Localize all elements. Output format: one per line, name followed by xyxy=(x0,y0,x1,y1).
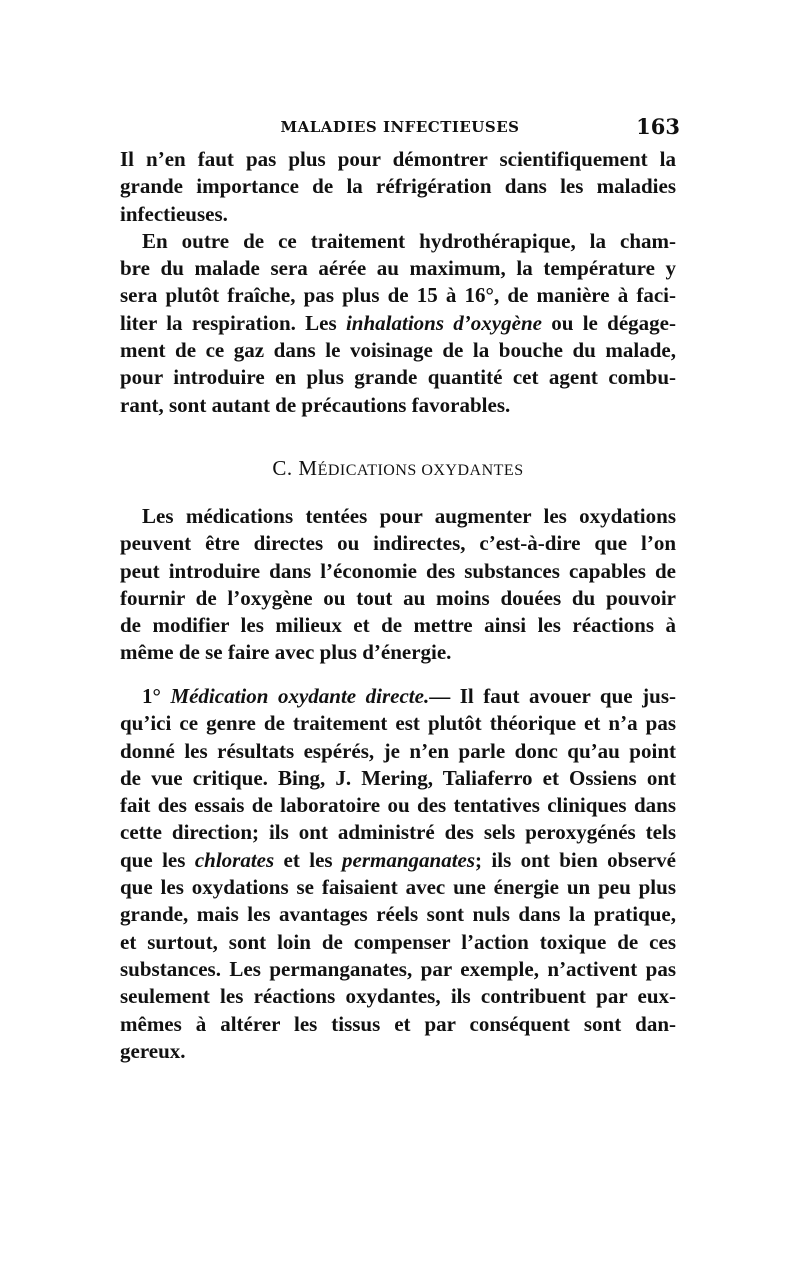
text-line: et surtout, sont loin de compenser l’action toxique de ces xyxy=(120,929,676,954)
text-line: cette direction; ils ont administré des sels peroxygénés tels xyxy=(120,820,676,845)
italic-term: permanganates xyxy=(342,847,476,872)
text-line xyxy=(120,310,676,337)
text-run: ; ils ont bien observé xyxy=(475,847,676,872)
text-line: Les médications tentées pour augmenter les oxydations xyxy=(142,504,676,528)
text-line: même de se faire avec plus d’énergie. xyxy=(120,640,452,665)
text-run: que les xyxy=(120,847,195,872)
text-line: donné les résultats espérés, je n’en parle donc qu’au point xyxy=(120,738,676,763)
text-line: seulement les réactions oxydantes, ils contribuent par eux- xyxy=(120,984,676,1009)
text-line: infectieuses. xyxy=(120,201,228,226)
text-line: que les oxydations se faisaient avec une énergie un peu plus xyxy=(120,875,676,900)
text-line: de modifier les milieux et de mettre ainsi les réactions à xyxy=(120,613,676,638)
running-head xyxy=(120,114,680,144)
text-line: fait des essais de laboratoire ou des tentatives cliniques dans xyxy=(120,793,676,818)
italic-term: Médication oxydante directe. xyxy=(170,684,430,708)
text-line: fournir de l’oxygène ou tout au moins douées du pouvoir xyxy=(120,585,676,610)
italic-term: chlorates xyxy=(194,847,275,872)
text-line: peut introduire dans l’économie des substances capables de xyxy=(120,558,676,583)
text-line: Il n’en faut pas plus pour démontrer scientifiquement la xyxy=(120,147,676,171)
text-run: — Il faut avouer que jus- xyxy=(429,684,676,708)
text-line: qu’ici ce genre de traitement est plutôt théorique et n’a pas xyxy=(120,711,676,736)
paragraph-block-2 xyxy=(120,503,676,667)
text-line: sera plutôt fraîche, pas plus de 15 à 16°, de manière à faci- xyxy=(120,283,676,308)
text-line: bre du malade sera aérée au maximum, la température y xyxy=(120,256,676,281)
page-number: 163 xyxy=(636,114,680,139)
text-line: grande importance de la réfrigération dans les maladies xyxy=(120,174,676,199)
text-line: rant, sont autant de précautions favorables. xyxy=(120,392,511,417)
text-line xyxy=(120,683,676,710)
text-line: grande, mais les avantages réels sont nuls dans la pratique, xyxy=(120,902,676,927)
text-line: gereux. xyxy=(120,1038,186,1063)
section-heading-prefix: C. M xyxy=(272,456,318,480)
paragraph-block-1 xyxy=(120,146,676,419)
text-line: de vue critique. Bing, J. Mering, Taliaferro et Ossiens ont xyxy=(120,765,676,790)
text-line: pour introduire en plus grande quantité cet agent combu- xyxy=(120,365,676,390)
text-line: substances. Les permanganates, par exemple, n’activent pas xyxy=(120,956,676,981)
text-line: En outre de ce traitement hydrothérapique, la cham- xyxy=(142,228,676,253)
text-run: liter la respiration. Les xyxy=(120,310,346,335)
text-run: 1° xyxy=(142,684,171,708)
text-line: mêmes à altérer les tissus et par conséquent sont dan- xyxy=(120,1011,676,1036)
paragraph-block-3 xyxy=(120,683,676,1065)
section-heading xyxy=(120,456,676,481)
italic-term: inhalations d’oxygène xyxy=(345,310,542,335)
text-line xyxy=(120,847,676,874)
running-title: MALADIES INFECTIEUSES xyxy=(280,118,520,136)
section-heading-rest: ÉDICATIONS OXYDANTES xyxy=(317,462,524,479)
text-run: ou le dégage- xyxy=(541,310,676,335)
text-line: ment de ce gaz dans le voisinage de la bouche du malade, xyxy=(120,338,676,363)
text-line: peuvent être directes ou indirectes, c’est-à-dire que l’on xyxy=(120,531,676,556)
text-run: et les xyxy=(274,847,343,872)
